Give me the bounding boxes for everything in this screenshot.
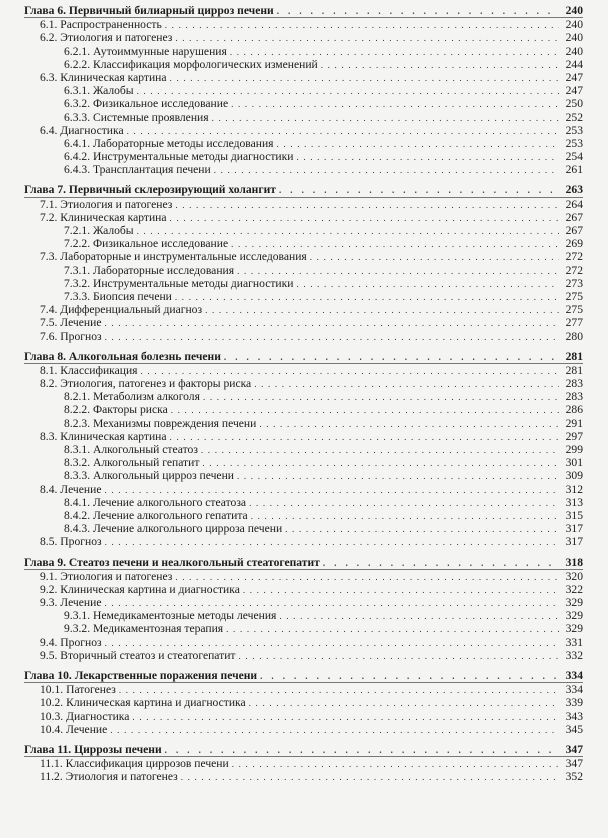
entry-title: 6.4. Диагностика <box>40 123 124 137</box>
page-number: 320 <box>565 569 583 583</box>
subsection-entry <box>0 45 608 58</box>
entry-title: 7.1. Этиология и патогенез <box>40 197 173 211</box>
subsection-entry <box>0 97 608 110</box>
subsection-entry <box>0 58 608 71</box>
entry-title: 10.4. Лечение <box>40 722 108 736</box>
entry-title: 8.2.3. Механизмы повреждения печени <box>64 416 257 430</box>
page-number: 329 <box>565 609 583 623</box>
entry-title: Глава 8. Алкогольная болезнь печени <box>24 349 221 363</box>
page-number: 267 <box>565 224 583 237</box>
dot-leader <box>323 557 559 570</box>
page-number: 263 <box>565 183 583 197</box>
section-entry <box>0 377 608 390</box>
entry-title: 7.6. Прогноз <box>40 329 102 343</box>
chapter-section <box>0 743 608 784</box>
page-number: 253 <box>565 123 583 137</box>
page-number: 240 <box>565 4 583 17</box>
entry-title: Глава 6. Первичный билиарный цирроз печени <box>24 4 274 17</box>
subsection-entry <box>0 224 608 237</box>
chapter-section <box>0 183 608 342</box>
chapter-heading <box>0 183 608 196</box>
page-number: 352 <box>565 770 583 784</box>
dot-leader <box>105 536 559 549</box>
subsection-entry <box>0 417 608 430</box>
chapter-heading <box>0 350 608 363</box>
section-entry <box>0 250 608 263</box>
subsection-entry <box>0 443 608 456</box>
subsection-entry <box>0 496 608 509</box>
chapter-section <box>0 556 608 663</box>
section-entry <box>0 596 608 609</box>
dot-leader <box>214 164 559 177</box>
subsection-entry <box>0 290 608 303</box>
entry-title: 7.3.3. Биопсия печени <box>64 289 172 303</box>
entry-title: 8.5. Прогноз <box>40 535 102 549</box>
entry-title: 6.3.3. Системные проявления <box>64 110 209 124</box>
page-number: 272 <box>565 250 583 264</box>
subsection-entry <box>0 150 608 163</box>
subsection-entry <box>0 609 608 622</box>
entry-title: 10.3. Диагностика <box>40 709 130 723</box>
entry-title: 10.1. Патогенез <box>40 683 116 697</box>
page-number: 281 <box>565 363 583 377</box>
page-number: 254 <box>565 150 583 164</box>
dot-leader <box>105 331 559 344</box>
subsection-entry <box>0 277 608 290</box>
entry-title: Глава 7. Первичный склерозирующий холангит <box>24 183 276 197</box>
entry-title: 6.4.2. Инструментальные методы диагностики <box>64 150 294 164</box>
page-number: 277 <box>565 316 583 330</box>
section-entry <box>0 18 608 31</box>
section-entry <box>0 31 608 44</box>
dot-leader <box>277 5 559 18</box>
page-number: 315 <box>565 508 583 522</box>
entry-title: 11.1. Классификация циррозов печени <box>40 757 229 771</box>
entry-title: 7.3. Лабораторные и инструментальные исследования <box>40 250 307 264</box>
entry-title: 6.2.2. Классификация морфологических изменений <box>64 57 318 71</box>
dot-leader <box>279 184 559 197</box>
entry-title: 9.1. Этиология и патогенез <box>40 569 173 583</box>
entry-title: 7.3.2. Инструментальные методы диагностики <box>64 276 294 290</box>
section-entry <box>0 570 608 583</box>
chapter-heading <box>0 743 608 756</box>
entry-title: 6.4.1. Лабораторные методы исследования <box>64 136 274 150</box>
page-number: 317 <box>565 535 583 549</box>
page-number: 309 <box>565 469 583 483</box>
entry-title: 9.5. Вторичный стеатоз и стеатогепатит <box>40 648 236 662</box>
entry-title: 8.4. Лечение <box>40 482 102 496</box>
entry-title: 7.2. Клиническая картина <box>40 210 167 224</box>
entry-title: 9.3.2. Медикаментозная терапия <box>64 622 224 636</box>
page-number: 283 <box>565 390 583 404</box>
section-entry <box>0 757 608 770</box>
entry-title: 7.3.1. Лабораторные исследования <box>64 263 235 277</box>
page-number: 272 <box>565 263 583 277</box>
entry-title: 9.2. Клиническая картина и диагностика <box>40 582 240 596</box>
subsection-entry <box>0 469 608 482</box>
page-number: 269 <box>565 237 583 251</box>
entry-title: Глава 9. Стеатоз печени и неалкогольный стеатогепатит <box>24 555 320 569</box>
section-entry <box>0 770 608 783</box>
page-number: 275 <box>565 303 583 317</box>
entry-title: 7.2.2. Физикальное исследование <box>64 237 229 251</box>
subsection-entry <box>0 622 608 635</box>
section-entry <box>0 723 608 736</box>
section-entry <box>0 683 608 696</box>
section-entry <box>0 198 608 211</box>
entry-title: 9.3. Лечение <box>40 596 102 610</box>
page-number: 286 <box>565 403 583 417</box>
dot-leader <box>165 744 559 757</box>
section-entry <box>0 649 608 662</box>
page-number: 331 <box>565 635 583 649</box>
section-entry <box>0 71 608 84</box>
page-number: 250 <box>565 97 583 111</box>
page-number: 329 <box>565 596 583 610</box>
entry-title: 8.3.2. Алкогольный гепатит <box>64 456 200 470</box>
entry-title: 6.1. Распространенность <box>40 18 162 32</box>
chapter-heading <box>0 4 608 17</box>
entry-title: 10.2. Клиническая картина и диагностика <box>40 696 246 710</box>
entry-title: 6.2. Этиология и патогенез <box>40 31 173 45</box>
section-entry <box>0 583 608 596</box>
page-number: 240 <box>565 44 583 58</box>
subsection-entry <box>0 111 608 124</box>
page-number: 244 <box>565 57 583 71</box>
entry-title: 8.3. Клиническая картина <box>40 429 167 443</box>
page-number: 280 <box>565 329 583 343</box>
subsection-entry <box>0 390 608 403</box>
subsection-entry <box>0 237 608 250</box>
section-entry <box>0 316 608 329</box>
page-number: 240 <box>565 31 583 45</box>
entry-title: 6.3.1. Жалобы <box>64 84 134 98</box>
entry-title: 6.3.2. Физикальное исследование <box>64 97 229 111</box>
page-number: 301 <box>565 456 583 470</box>
entry-title: 7.5. Лечение <box>40 316 102 330</box>
chapter-section <box>0 350 608 549</box>
page-number: 247 <box>565 84 583 98</box>
entry-title: Глава 10. Лекарственные поражения печени <box>24 669 258 682</box>
entry-title: Глава 11. Циррозы печени <box>24 742 162 756</box>
page-number: 267 <box>565 210 583 224</box>
dot-leader <box>239 650 560 663</box>
entry-title: 9.3.1. Немедикаментозные методы лечения <box>64 609 277 623</box>
entry-title: 8.4.3. Лечение алкогольного цирроза печени <box>64 522 283 536</box>
subsection-entry <box>0 509 608 522</box>
page-number: 343 <box>565 709 583 723</box>
page-number: 318 <box>565 555 583 569</box>
page-number: 247 <box>565 70 583 84</box>
page-number: 283 <box>565 377 583 391</box>
dot-leader <box>260 670 559 683</box>
page-number: 332 <box>565 648 583 662</box>
page-number: 347 <box>565 757 583 771</box>
page-number: 291 <box>565 416 583 430</box>
section-entry <box>0 364 608 377</box>
entry-title: 6.2.1. Аутоиммунные нарушения <box>64 44 227 58</box>
page-number: 317 <box>565 522 583 536</box>
chapter-heading <box>0 556 608 569</box>
table-of-contents <box>0 4 608 784</box>
page-number: 275 <box>565 289 583 303</box>
page-number: 297 <box>565 429 583 443</box>
section-entry <box>0 430 608 443</box>
page-number: 312 <box>565 482 583 496</box>
entry-title: 6.3. Клиническая картина <box>40 70 167 84</box>
page-number: 347 <box>565 742 583 756</box>
subsection-entry <box>0 403 608 416</box>
section-entry <box>0 330 608 343</box>
page-number: 339 <box>565 696 583 710</box>
section-entry <box>0 124 608 137</box>
page-number: 273 <box>565 276 583 290</box>
entry-title: 8.2.2. Факторы риска <box>64 403 168 417</box>
dot-leader <box>110 724 559 737</box>
subsection-entry <box>0 522 608 535</box>
page-number: 313 <box>565 495 583 509</box>
subsection-entry <box>0 163 608 176</box>
page-number: 299 <box>565 443 583 456</box>
section-entry <box>0 696 608 709</box>
entry-title: 8.4.2. Лечение алкогольного гепатита <box>64 508 248 522</box>
entry-title: 7.4. Дифференциальный диагноз <box>40 303 203 317</box>
page-number: 264 <box>565 197 583 211</box>
entry-title: 8.3.3. Алкогольный цирроз печени <box>64 469 234 483</box>
page-number: 240 <box>565 18 583 32</box>
subsection-entry <box>0 137 608 150</box>
entry-title: 8.2.1. Метаболизм алкоголя <box>64 390 200 404</box>
subsection-entry <box>0 264 608 277</box>
chapter-section <box>0 4 608 176</box>
dot-leader <box>224 351 559 364</box>
entry-title: 11.2. Этиология и патогенез <box>40 770 178 784</box>
section-entry <box>0 636 608 649</box>
section-entry <box>0 535 608 548</box>
page-number: 281 <box>565 349 583 363</box>
entry-title: 8.4.1. Лечение алкогольного стеатоза <box>64 495 247 509</box>
entry-title: 6.4.3. Трансплантация печени <box>64 163 211 177</box>
page-number: 345 <box>565 722 583 736</box>
page-number: 329 <box>565 622 583 636</box>
section-entry <box>0 211 608 224</box>
entry-title: 8.2. Этиология, патогенез и факторы риска <box>40 377 252 391</box>
subsection-entry <box>0 456 608 469</box>
page-number: 334 <box>565 669 583 682</box>
page-number: 261 <box>565 163 583 177</box>
page-number: 334 <box>565 683 583 697</box>
page-number: 322 <box>565 582 583 596</box>
section-entry <box>0 483 608 496</box>
subsection-entry <box>0 84 608 97</box>
section-entry <box>0 303 608 316</box>
entry-title: 8.1. Классификация <box>40 363 138 377</box>
section-entry <box>0 710 608 723</box>
chapter-section <box>0 669 608 736</box>
entry-title: 7.2.1. Жалобы <box>64 224 134 237</box>
dot-leader <box>181 771 559 784</box>
entry-title: 9.4. Прогноз <box>40 635 102 649</box>
chapter-heading <box>0 669 608 682</box>
page-number: 252 <box>565 110 583 124</box>
page-number: 253 <box>565 136 583 150</box>
entry-title: 8.3.1. Алкогольный стеатоз <box>64 443 198 456</box>
